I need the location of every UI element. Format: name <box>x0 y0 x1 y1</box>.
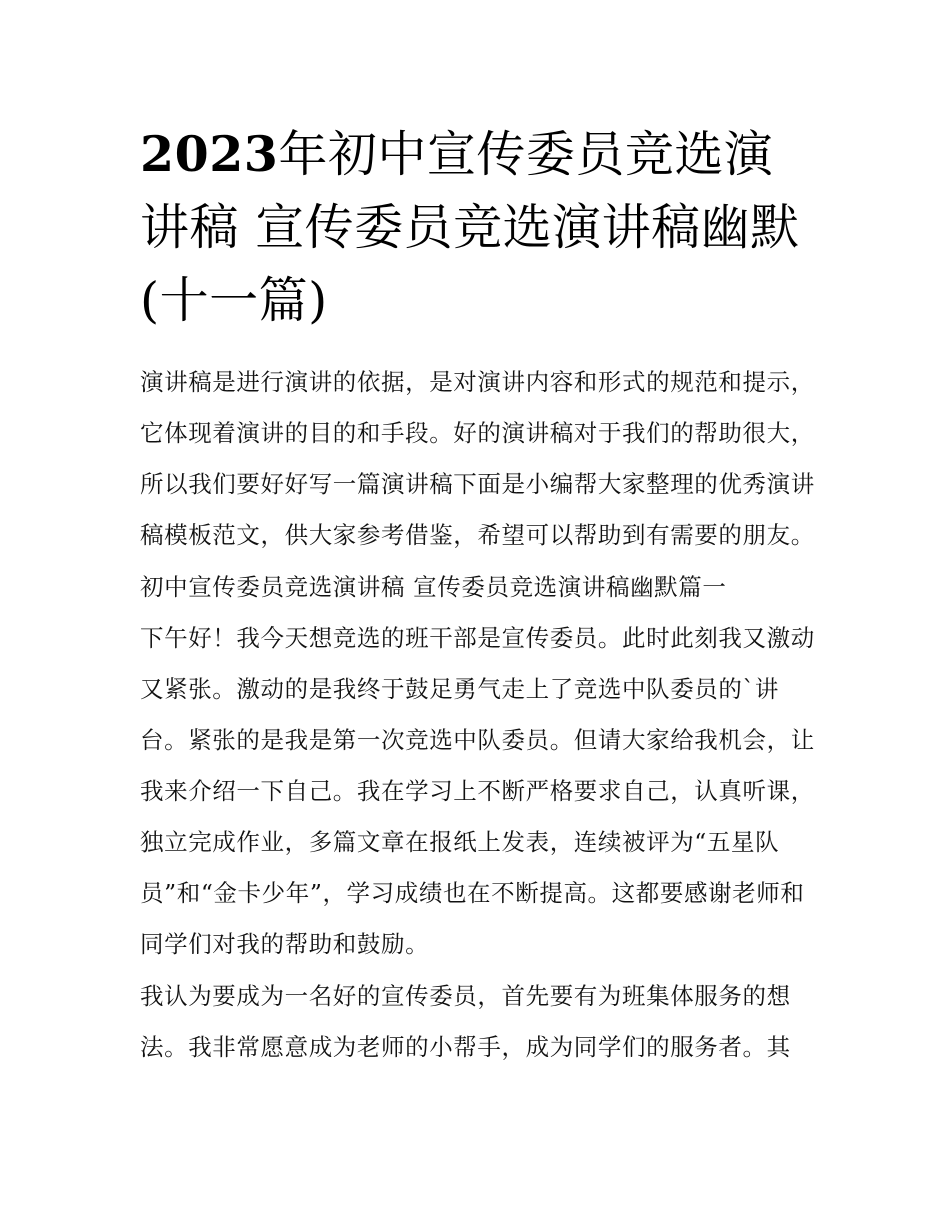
section-heading: 初中宣传委员竞选演讲稿 宣传委员竞选演讲稿幽默篇一 <box>140 573 727 601</box>
title-text: 年初中宣传委员竞选演讲稿 宣传委员竞选演讲稿幽默(十一篇) <box>140 126 800 329</box>
intro-paragraph: 演讲稿是进行演讲的依据，是对演讲内容和形式的规范和提示，它体现着演讲的目的和手段。好的演讲稿对于我们的帮助很大，所以我们要好好写一篇演讲稿下面是小编帮大家整理的优秀演讲稿模板范文，供大家参考借鉴，希望可以帮助到有需要的朋友。 <box>140 368 815 549</box>
speech-paragraph: 下午好！我今天想竞选的班干部是宣传委员。此时此刻我又激动又紧张。激动的是我终于鼓足勇气走上了竞选中队委员的`讲台。紧张的是我是第一次竞选中队委员。但请大家给我机会，让我来介绍一下自己。我在学习上不断严格要求自己，认真听课，独立完成作业，多篇文章在报纸上发表，连续被评为“五星队员”和“金卡少年”，学习成绩也在不断提高。这都要感谢老师和同学们对我的帮助和鼓励。 <box>140 624 815 958</box>
document-title <box>140 118 820 337</box>
document-body <box>140 357 815 1073</box>
title-year: 2023 <box>140 125 279 183</box>
speech-paragraph: 我认为要成为一名好的宣传委员，首先要有为班集体服务的想法。我非常愿意成为老师的小帮手，成为同学们的服务者。其 <box>140 982 791 1061</box>
